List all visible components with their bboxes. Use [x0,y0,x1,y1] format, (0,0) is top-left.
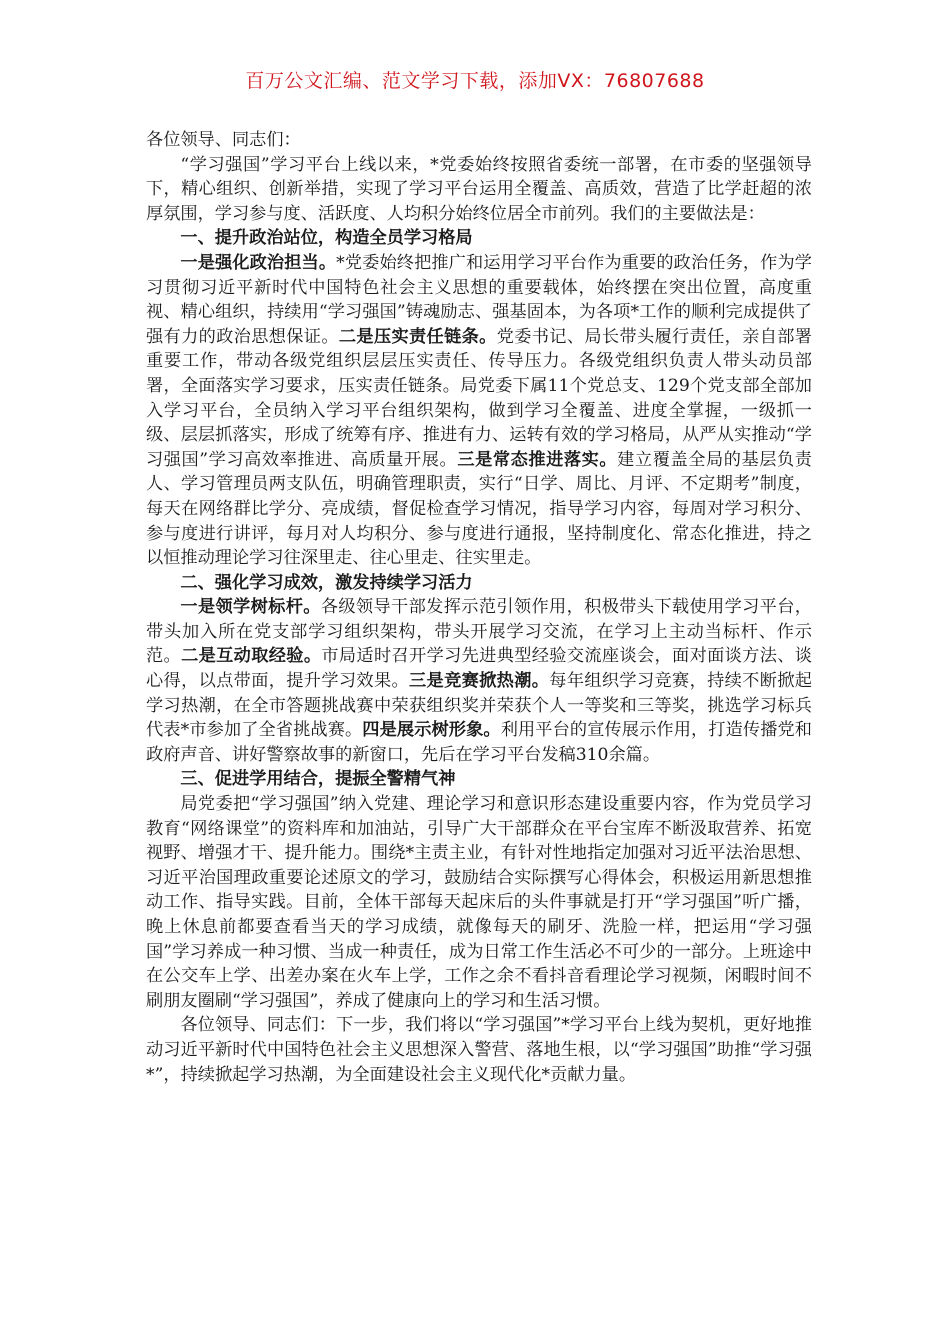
section3-heading: 三、促进学用结合，提振全警精气神 [180,769,456,790]
section1-heading: 一、提升政治站位，构造全员学习格局 [180,228,473,249]
section1-text2: 党委书记、局长带头履行责任，亲自部署重要工作，带动各级党组织层层压实责任、传导压力。各级党组织负责人带头动员部署，全面落实学习要求，压实责任链条。局党委下属11个党总支、129个党支部全部加入学习平台，全员纳入学习平台组织架构，做到学习全覆盖、进度全掌握，一级抓一级、层层抓落实，形成了统筹有序、推进有力、运转有效的学习格局，从严从实推动“学习强国”学习高效率推进、高质量开展。 [146,326,812,470]
section1-paragraph [146,251,812,571]
section1-lead2: 二是压实责任链条。 [338,326,497,347]
section3-paragraph: 局党委把“学习强国”纳入党建、理论学习和意识形态建设重要内容，作为党员学习教育“网络课堂”的资料库和加油站，引导广大干部群众在平台宝库不断汲取营养、拓宽视野、增强才干、提升能力。围绕*主责主业，有针对性地指定加强对习近平法治思想、习近平治国理政重要论述原文的学习，鼓励结合实际撰写心得体会，积极运用新思想推动工作、指导实践。目前，全体干部每天起床后的头件事就是打开“学习强国”听广播，晚上休息前都要查看当天的学习成绩，就像每天的刷牙、洗脸一样，把运用“学习强国”学习养成一种习惯、当成一种责任，成为日常工作生活必不可少的一部分。上班途中在公交车上学、出差办案在火车上学，工作之余不看抖音看理论学习视频，闲暇时间不刷朋友圈刷“学习强国”，养成了健康向上的学习和生活习惯。 [146,794,812,1011]
section1-lead3: 三是常态推进落实。 [457,449,618,470]
section2-text4: 利用平台的宣传展示作用，打造传播党和政府声音、讲好警察故事的新窗口，先后在学习平台发稿310余篇。 [146,720,812,765]
section2-lead4: 四是展示树形象。 [362,720,501,741]
header-banner: 百万公文汇编、范文学习下载，添加VX：76807688 [245,70,705,92]
section2-lead1: 一是领学树标杆。 [180,597,321,618]
section2-paragraph [146,595,812,767]
section2-lead3: 三是竞赛掀热潮。 [409,671,550,692]
intro-paragraph: “学习强国”学习平台上线以来，*党委始终按照省委统一部署，在市委的坚强领导下，精心组织、创新举措，实现了学习平台运用全覆盖、高质效，营造了比学赶超的浓厚氛围，学习参与度、活跃度、人均积分始终位居全市前列。我们的主要做法是： [146,154,812,224]
document-body [146,128,812,1087]
section1-text1: *党委始终把推广和运用学习平台作为重要的政治任务，作为学习贯彻习近平新时代中国特色社会主义思想的重要载体，始终摆在突出位置，高度重视、精心组织，持续用“学习强国”铸魂励志、强基固本，为各项*工作的顺利完成提供了强有力的政治思想保证。 [146,252,812,347]
section2-text3: 每年组织学习竞赛，持续不断掀起学习热潮，在全市答题挑战赛中荣获组织奖并荣获个人一等奖和三等奖，挑选学习标兵代表*市参加了全省挑战赛。 [146,671,812,741]
section2-heading: 二、强化学习成效，激发持续学习活力 [180,572,473,593]
section2-text2: 市局适时召开学习先进典型经验交流座谈会，面对面谈方法、谈心得，以点带面，提升学习效果。 [146,646,812,692]
section2-lead2: 二是互动取经验。 [181,646,322,667]
closing-paragraph: 各位领导、同志们：下一步，我们将以“学习强国”*学习平台上线为契机，更好地推动习近平新时代中国特色社会主义思想深入警营、落地生根，以“学习强国”助推“学习强*”，持续掀起学习热潮，为全面建设社会主义现代化*贡献力量。 [146,1015,812,1085]
section1-text3: 建立覆盖全局的基层负责人、学习管理员两支队伍，明确管理职责，实行“日学、周比、月评、不定期考”制度，每天在网络群比学分、亮成绩，督促检查学习情况，指导学习内容，每周对学习积分、参与度进行讲评，每月对人均积分、参与度进行通报，坚持制度化、常态化推进，持之以恒推动理论学习往深里走、往心里走、往实里走。 [146,449,812,569]
salutation: 各位领导、同志们： [146,130,301,150]
section1-lead1: 一是强化政治担当。 [180,252,337,273]
section2-text1: 各级领导干部发挥示范引领作用，积极带头下载使用学习平台，带头加入所在党支部学习组织架构，带头开展学习交流，在学习上主动当标杆、作示范。 [146,597,812,667]
